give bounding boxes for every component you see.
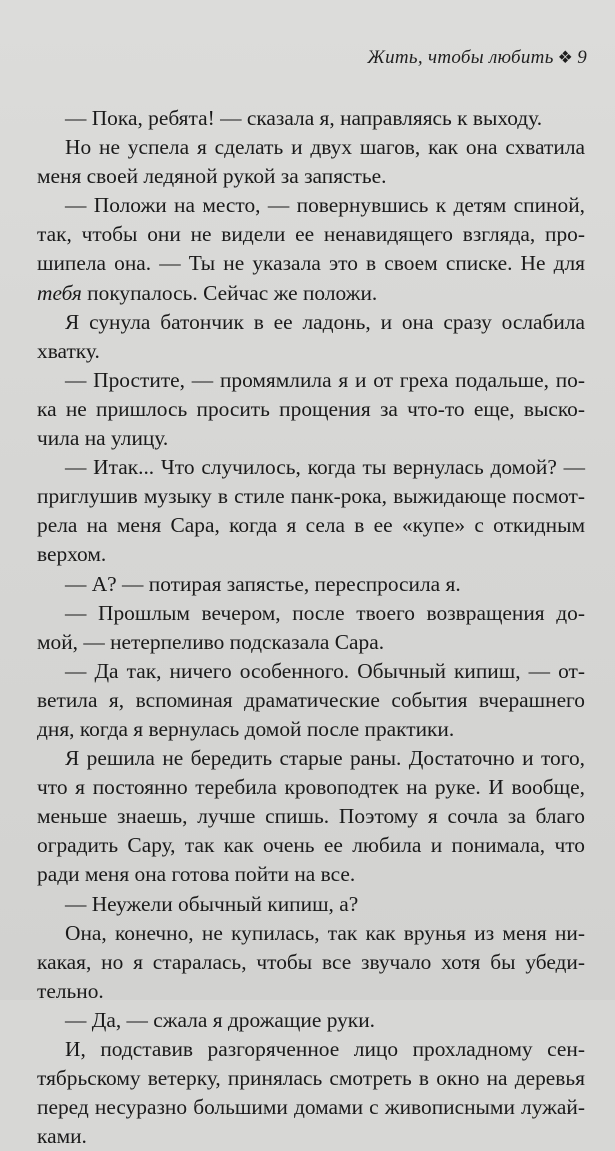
text-line: — Да так, ничего особенного. Обычный кипиш, — от- bbox=[65, 658, 585, 683]
text-line: хватку. bbox=[37, 338, 100, 363]
text-line: ка не пришлось просить прощения за что-то еще, выско- bbox=[37, 396, 585, 421]
text-line bbox=[37, 279, 585, 308]
emphasis-word: тебя bbox=[37, 280, 82, 305]
text-line: меньше знаешь, лучше спишь. Поэтому я сочла за благо bbox=[37, 804, 585, 829]
page-number: 9 bbox=[577, 47, 587, 68]
text-line: дня, когда я вернулась домой после практики. bbox=[37, 716, 455, 741]
ornament-icon: ❖ bbox=[557, 48, 574, 67]
text-line: какая, но я старалась, чтобы все звучало хотя бы убеди- bbox=[37, 949, 585, 974]
text-line: — Итак... Что случилось, когда ты вернулась домой? — bbox=[65, 455, 585, 480]
text-line: рела на меня Сара, когда я села в ее «купе» с откидным bbox=[37, 513, 585, 538]
text-line: Она, конечно, не купилась, так как врунья из меня ни- bbox=[65, 920, 585, 945]
text-line: Я решила не бередить старые раны. Достаточно и того, bbox=[65, 746, 585, 771]
text-line: — Простите, — промямлила я и от греха подальше, по- bbox=[65, 367, 585, 392]
text-line: так, чтобы они не видели ее ненавидящего взгляда, про- bbox=[37, 222, 585, 247]
text-line: Но не успела я сделать и двух шагов, как она схватила bbox=[65, 135, 585, 160]
text-segment: покупалось. Сейчас же положи. bbox=[81, 280, 378, 305]
text-line: меня своей ледяной рукой за запястье. bbox=[37, 164, 387, 189]
text-line: шипела она. — Ты не указала это в своем списке. Не для bbox=[37, 251, 585, 276]
text-line: — Положи на место, — повернувшись к детям спиной, bbox=[65, 193, 585, 218]
text-line: приглушив музыку в стиле панк-рока, выжидающе посмот- bbox=[37, 484, 585, 509]
text-line: ветила я, вспоминая драматические события вчерашнего bbox=[37, 687, 585, 712]
header-title: Жить, чтобы любить bbox=[367, 47, 554, 68]
text-line: — Да, — сжала я дрожащие руки. bbox=[65, 1007, 375, 1032]
text-line: — Пока, ребята! — сказала я, направляясь к выходу. bbox=[65, 106, 543, 130]
text-line: ками. bbox=[37, 1124, 87, 1149]
text-line: мой, — нетерпеливо подсказала Сара. bbox=[37, 629, 385, 654]
text-line: что я постоянно теребила кровоподтек на руке. И вообще, bbox=[37, 775, 585, 800]
text-line: Я сунула батончик в ее ладонь, и она сразу ослабила bbox=[65, 309, 585, 334]
text-line: верхом. bbox=[37, 542, 107, 567]
body-text bbox=[37, 104, 585, 1151]
text-line: ради меня она готова пойти на все. bbox=[37, 862, 356, 887]
text-line: — Неужели обычный кипиш, а? bbox=[65, 891, 359, 916]
text-line: тябрьскому ветерку, принялась смотреть в окно на деревья bbox=[37, 1066, 585, 1091]
text-line: перед несуразно большими домами с живописными лужай- bbox=[37, 1095, 585, 1120]
text-line: оградить Сару, так как очень ее любила и понимала, что bbox=[37, 833, 585, 858]
text-line: чила на улицу. bbox=[37, 426, 169, 451]
text-line: — А? — потирая запястье, переспросила я. bbox=[65, 571, 461, 596]
text-line: — Прошлым вечером, после твоего возвращения до- bbox=[65, 600, 585, 625]
running-header bbox=[367, 47, 587, 69]
text-line: И, подставив разгоряченное лицо прохладному сен- bbox=[65, 1037, 585, 1061]
text-line: тельно. bbox=[37, 978, 104, 1003]
